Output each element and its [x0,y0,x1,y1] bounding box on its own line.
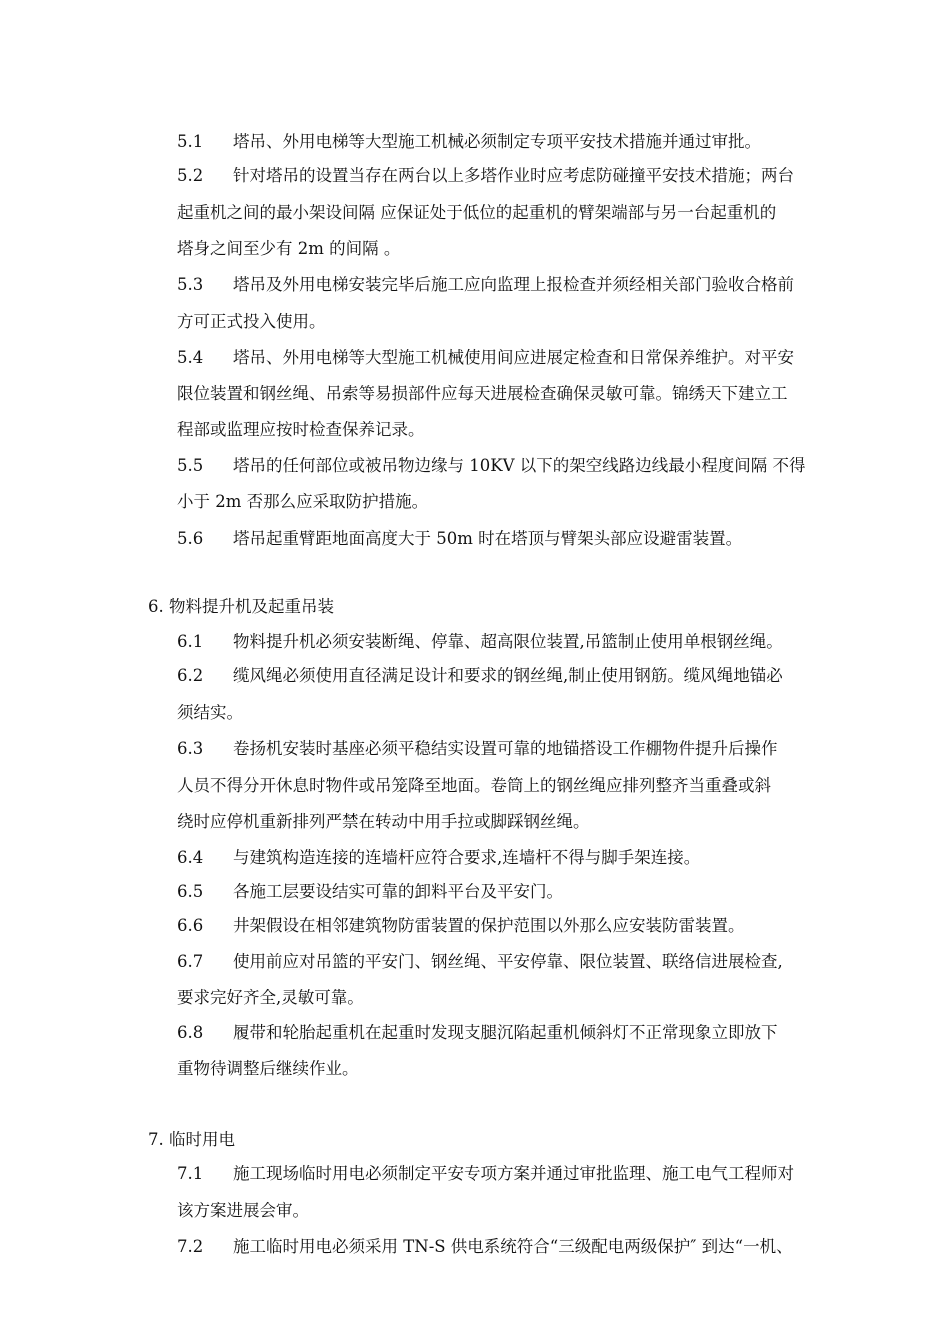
section-heading-text: 7. 临时用电 [148,1130,235,1149]
clause-text: 塔吊起重臂距地面高度大于 50m 时在塔顶与臂架头部应设避雷装置。 [233,529,743,548]
clause-text: 施工现场临时用电必须制定平安专项方案并通过审批监理、施工电气工程师对 [233,1164,794,1183]
clause-number: 5.5 [177,456,204,475]
clause-text: 塔吊、外用电梯等大型施工机械必须制定专项平安技术措施并通过审批。 [233,132,761,151]
clause-text: 绕时应停机重新排列严禁在转动中用手拉或脚踩钢丝绳。 [177,812,590,831]
clause-text: 方可正式投入使用。 [177,312,326,331]
clause-text: 塔身之间至少有 2m 的间隔 。 [177,239,401,258]
clause-text: 人员不得分开休息时物件或吊笼降至地面。卷筒上的钢丝绳应排列整齐当重叠或斜 [177,776,771,795]
clause-number: 5.6 [177,529,204,548]
clause-number: 6.3 [177,739,204,758]
clause-text: 施工临时用电必须采用 TN-S 供电系统符合“三级配电两级保护″ 到达“一机、 [233,1237,793,1256]
clause-number: 7.2 [177,1237,204,1256]
clause-number: 5.2 [177,166,204,185]
clause-number: 6.1 [177,632,204,651]
clause-number: 6.7 [177,952,204,971]
clause-number: 5.1 [177,132,204,151]
clause-text: 塔吊、外用电梯等大型施工机械使用间应进展定检查和日常保养维护。对平安 [233,348,794,367]
clause-text: 各施工层要设结实可靠的卸料平台及平安门。 [233,882,563,901]
clause-text: 塔吊的任何部位或被吊物边缘与 10KV 以下的架空线路边线最小程度间隔 不得 [233,456,806,475]
clause-text: 卷扬机安装时基座必须平稳结实设置可靠的地锚搭设工作棚物件提升后操作 [233,739,778,758]
clause-text: 重物待调整后继续作业。 [177,1059,359,1078]
clause-text: 物料提升机必须安装断绳、停靠、超高限位装置,吊篮制止使用单根钢丝绳。 [233,632,783,651]
clause-number: 6.6 [177,916,204,935]
section-heading-text: 6. 物料提升机及起重吊装 [148,597,334,616]
clause-number: 5.4 [177,348,204,367]
clause-text: 小于 2m 否那么应采取防护措施。 [177,492,429,511]
clause-text: 限位装置和钢丝绳、吊索等易损部件应每天进展检查确保灵敏可靠。锦绣天下建立工 [177,384,788,403]
clause-text: 该方案进展会审。 [177,1201,309,1220]
clause-number: 6.2 [177,666,204,685]
clause-text: 使用前应对吊篮的平安门、钢丝绳、平安停靠、限位装置、联络信进展检查, [233,952,783,971]
clause-number: 5.3 [177,275,204,294]
clause-number: 6.5 [177,882,204,901]
clause-text: 须结实。 [177,703,243,722]
clause-number: 6.4 [177,848,204,867]
clause-text: 塔吊及外用电梯安装完毕后施工应向监理上报检查并须经相关部门验收合格前 [233,275,794,294]
clause-text: 井架假设在相邻建筑物防雷装置的保护范围以外那么应安装防雷装置。 [233,916,745,935]
clause-text: 要求完好齐全,灵敏可靠。 [177,988,364,1007]
clause-number: 6.8 [177,1023,204,1042]
clause-text: 起重机之间的最小架设间隔 应保证处于低位的起重机的臂架端部与另一台起重机的 [177,203,777,222]
clause-number: 7.1 [177,1164,204,1183]
clause-text: 针对塔吊的设置当存在两台以上多塔作业时应考虑防碰撞平安技术措施；两台 [233,166,794,185]
clause-text: 履带和轮胎起重机在起重时发现支腿沉陷起重机倾斜灯不正常现象立即放下 [233,1023,778,1042]
clause-text: 程部或监理应按时检查保养记录。 [177,420,425,439]
clause-text: 与建筑构造连接的连墙杆应符合要求,连墙杆不得与脚手架连接。 [233,848,701,867]
clause-text: 缆风绳必须使用直径满足设计和要求的钢丝绳,制止使用钢筋。缆风绳地锚必 [233,666,783,685]
